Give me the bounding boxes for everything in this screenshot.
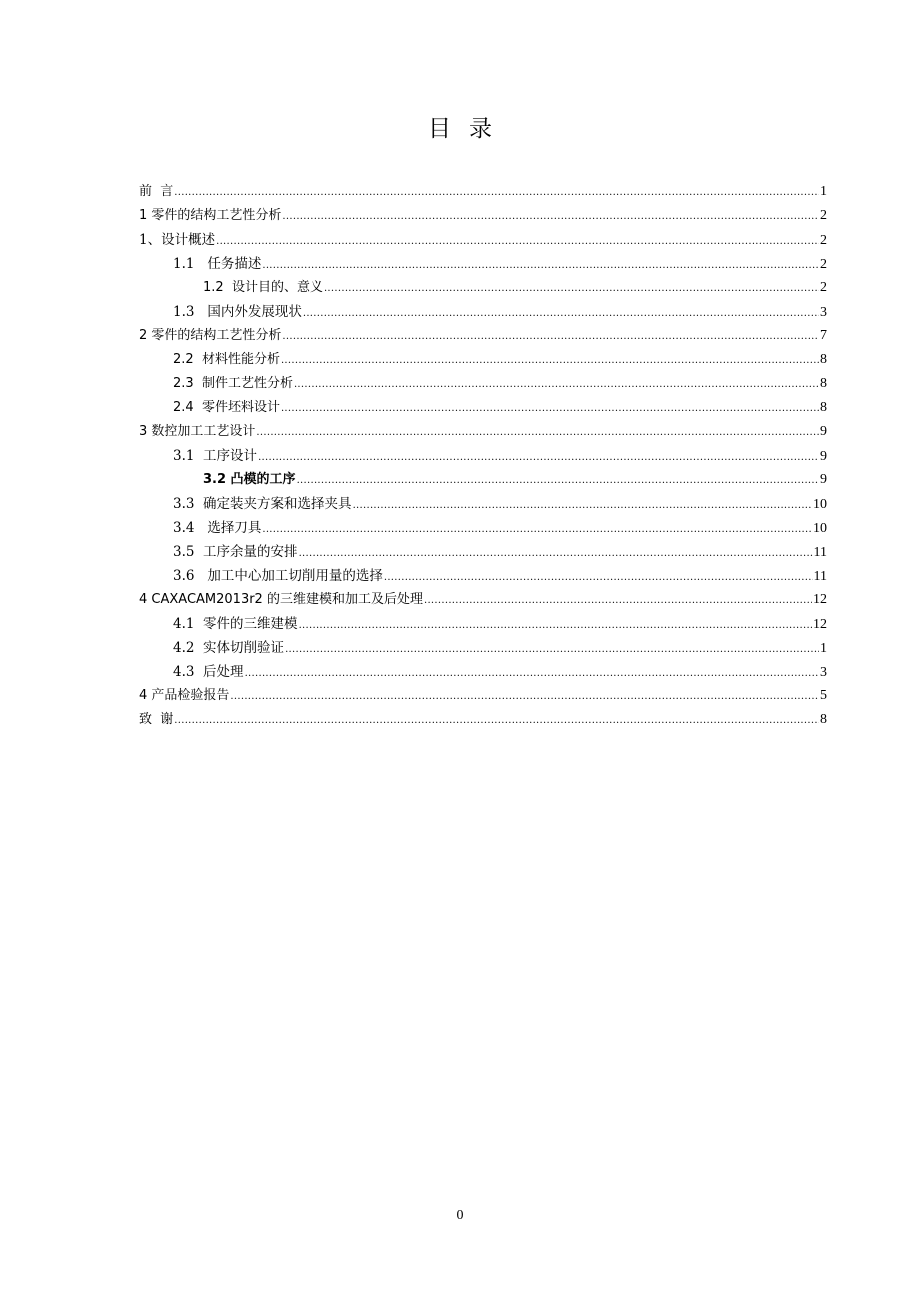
toc-page-number: 10 (813, 497, 827, 512)
toc-dot-leader (282, 205, 819, 229)
toc-page-number: 7 (820, 328, 827, 343)
toc-dot-leader (303, 302, 819, 326)
toc-entry-4-2[interactable] (139, 636, 827, 660)
toc-page-number: 3 (820, 665, 827, 680)
toc-page-number: 9 (820, 472, 827, 487)
toc-dot-leader (299, 542, 813, 566)
toc-entry-2-2[interactable] (139, 348, 827, 372)
toc-page-number: 8 (820, 376, 827, 391)
toc-page-number: 2 (820, 280, 827, 295)
toc-dot-leader (216, 230, 819, 254)
toc-page-number: 1 (820, 184, 827, 199)
toc-dot-leader (353, 494, 812, 518)
toc-page-number: 2 (820, 233, 827, 248)
toc-entry-label: 前 言 (139, 184, 174, 199)
toc-page-number: 1 (820, 641, 827, 656)
toc-entry-label: 1 零件的结构工艺性分析 (139, 208, 282, 223)
toc-entry-3-6[interactable] (139, 564, 827, 588)
toc-entry-2-4[interactable] (139, 396, 827, 420)
toc-entry-3-5[interactable] (139, 540, 827, 564)
toc-entry-inspection-report[interactable] (139, 684, 827, 708)
toc-dot-leader (245, 662, 819, 686)
toc-entry-label: 3.2 凸模的工序 (203, 472, 296, 487)
toc-entry-3-2[interactable] (139, 468, 827, 492)
toc-entry-label: 1.1 任务描述 (173, 256, 262, 272)
toc-dot-leader (256, 421, 819, 445)
toc-dot-leader (424, 589, 812, 613)
toc-page-number: 8 (820, 712, 827, 727)
toc-entry-label: 4.3 后处理 (173, 664, 244, 680)
toc-entry-chapter-1[interactable] (139, 204, 827, 228)
toc-entry-label: 3 数控加工工艺设计 (139, 424, 256, 439)
toc-entry-1-3[interactable] (139, 300, 827, 324)
toc-entry-preface[interactable] (139, 180, 827, 204)
toc-dot-leader (384, 566, 813, 590)
toc-entry-label: 4.1 零件的三维建模 (173, 616, 298, 632)
toc-entry-label: 3.4 选择刀具 (173, 520, 262, 536)
toc-page-number: 3 (820, 305, 827, 320)
toc-page-number: 5 (820, 688, 827, 703)
toc-entry-label: 1.3 国内外发展现状 (173, 304, 302, 320)
toc-page-number: 10 (813, 521, 827, 536)
toc-page-number: 11 (813, 545, 827, 560)
toc-entry-label: 2.3 制件工艺性分析 (173, 376, 293, 391)
footer-page-number: 0 (456, 1208, 464, 1223)
toc-dot-leader (285, 638, 819, 662)
toc-dot-leader (230, 685, 819, 709)
toc-entry-label: 4 产品检验报告 (139, 688, 230, 703)
toc-entry-label: 3.5 工序余量的安排 (173, 544, 298, 560)
toc-dot-leader (258, 446, 819, 470)
toc-entry-chapter-3[interactable] (139, 420, 827, 444)
toc-dot-leader (282, 325, 819, 349)
toc-dot-leader (262, 254, 819, 278)
toc-page-number: 8 (820, 352, 827, 367)
toc-entry-1-1[interactable] (139, 252, 827, 276)
table-of-contents (139, 180, 827, 732)
toc-page-number: 2 (820, 257, 827, 272)
toc-entry-label: 2.2 材料性能分析 (173, 352, 280, 367)
toc-dot-leader (297, 469, 819, 493)
toc-dot-leader (174, 181, 819, 205)
page-title: 目录 (428, 116, 510, 142)
toc-page-number: 12 (813, 592, 827, 607)
toc-page-number: 11 (813, 569, 827, 584)
toc-entry-label: 4 CAXACAM2013r2 的三维建模和加工及后处理 (139, 592, 423, 607)
toc-entry-label: 2 零件的结构工艺性分析 (139, 328, 282, 343)
toc-entry-label: 3.1 工序设计 (173, 448, 258, 464)
toc-dot-leader (281, 397, 819, 421)
toc-entry-3-3[interactable] (139, 492, 827, 516)
toc-entry-4-1[interactable] (139, 612, 827, 636)
toc-entry-3-4[interactable] (139, 516, 827, 540)
toc-page-number: 8 (820, 400, 827, 415)
toc-entry-chapter-2[interactable] (139, 324, 827, 348)
toc-entry-label: 致 谢 (139, 712, 174, 727)
toc-entry-4-3[interactable] (139, 660, 827, 684)
toc-dot-leader (294, 373, 819, 397)
toc-dot-leader (262, 518, 812, 542)
toc-dot-leader (324, 277, 819, 301)
toc-entry-label: 1、设计概述 (139, 232, 216, 248)
toc-page-number: 12 (813, 617, 827, 632)
toc-entry-design-overview[interactable] (139, 228, 827, 252)
toc-entry-2-3[interactable] (139, 372, 827, 396)
toc-dot-leader (281, 349, 819, 373)
toc-entry-acknowledgements[interactable] (139, 708, 827, 732)
toc-entry-3-1[interactable] (139, 444, 827, 468)
toc-dot-leader (174, 709, 819, 733)
toc-entry-chapter-4[interactable] (139, 588, 827, 612)
toc-page-number: 9 (820, 424, 827, 439)
toc-page-number: 9 (820, 449, 827, 464)
toc-entry-label: 1.2 设计目的、意义 (203, 280, 323, 295)
toc-entry-1-2[interactable] (139, 276, 827, 300)
toc-dot-leader (299, 614, 812, 638)
toc-entry-label: 2.4 零件坯料设计 (173, 400, 280, 415)
toc-entry-label: 4.2 实体切削验证 (173, 640, 285, 656)
toc-entry-label: 3.6 加工中心加工切削用量的选择 (173, 568, 383, 584)
toc-entry-label: 3.3 确定装夹方案和选择夹具 (173, 496, 352, 512)
toc-page-number: 2 (820, 208, 827, 223)
